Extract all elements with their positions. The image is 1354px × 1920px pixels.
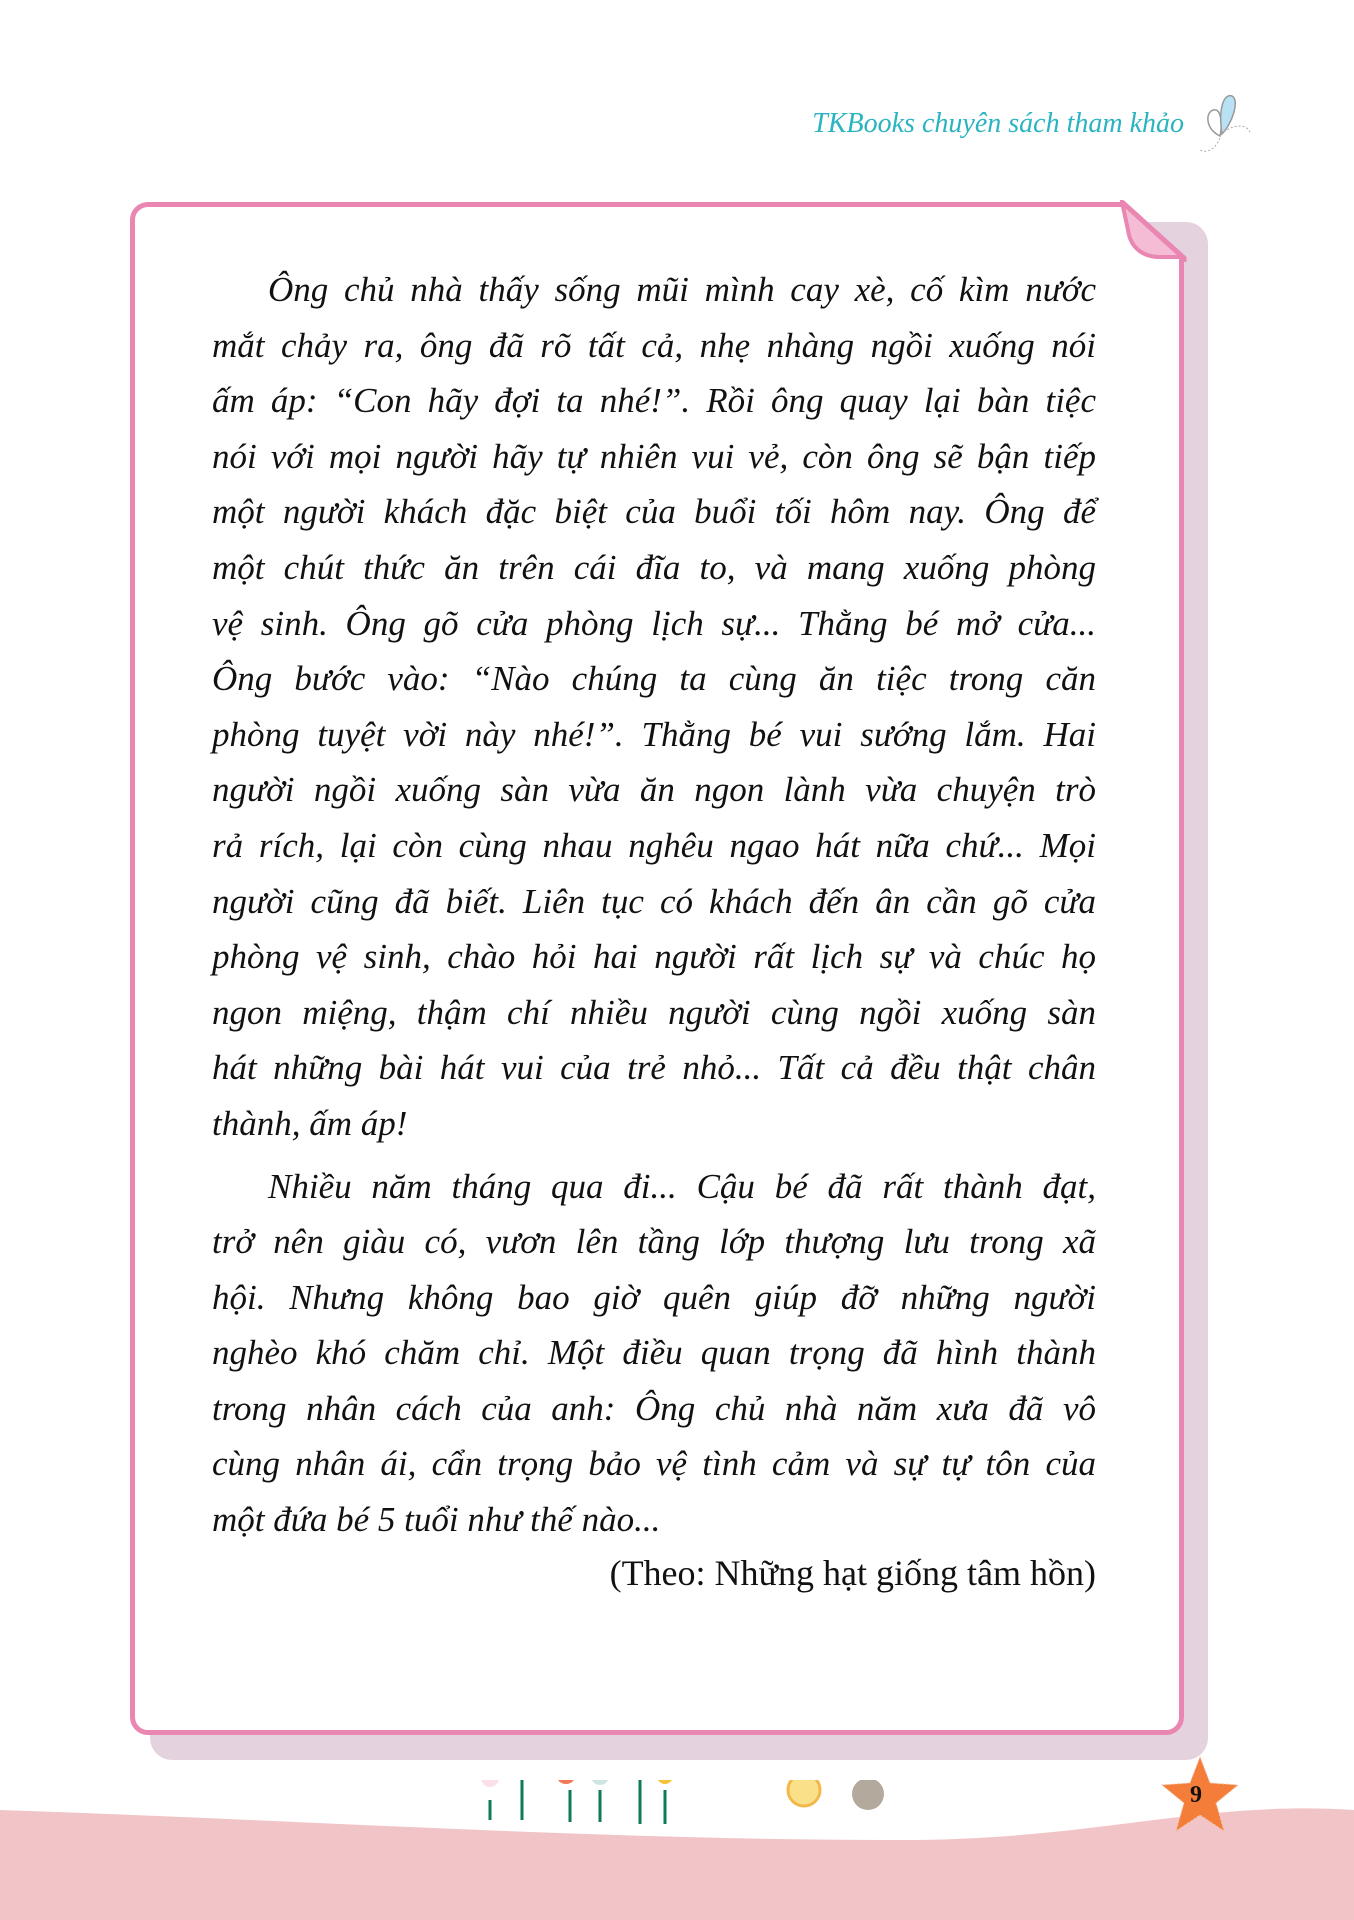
text-line: nghèo khó chăm chỉ. Một điều quan trọng đã hình thành xyxy=(212,1333,1096,1373)
text-line: phòng tuyệt vời này nhé!”. Thằng bé vui sướng lắm. Hai xyxy=(212,714,1096,754)
text-line: trong nhân cách của anh: Ông chủ nhà năm xưa đã vô xyxy=(212,1388,1096,1428)
text-line: người ngồi xuống sàn vừa ăn ngon lành vừa chuyện trò xyxy=(212,770,1096,810)
text-line: phòng vệ sinh, chào hỏi hai người rất lịch sự và chúc họ xyxy=(212,937,1096,977)
text-line: Ông bước vào: “Nào chúng ta cùng ăn tiệc trong căn xyxy=(212,659,1096,699)
text-line: vệ sinh. Ông gõ cửa phòng lịch sự... Thằng bé mở cửa... xyxy=(212,603,1096,643)
text-line: một đứa bé 5 tuổi như thế nào... xyxy=(212,1500,661,1540)
page-number: 9 xyxy=(1190,1782,1202,1808)
header-brand: TKBooks chuyên sách tham khảo xyxy=(812,108,1184,139)
ground-decoration xyxy=(0,1780,1354,1920)
text-line: hội. Nhưng không bao giờ quên giúp đỡ những người xyxy=(212,1277,1096,1317)
text-line: một chút thức ăn trên cái đĩa to, và mang xuống phòng xyxy=(212,547,1096,587)
text-line: một người khách đặc biệt của buổi tối hôm nay. Ông để xyxy=(212,492,1096,532)
text-line: cùng nhân ái, cẩn trọng bảo vệ tình cảm và sự tự tôn của xyxy=(212,1444,1096,1484)
text-line: người cũng đã biết. Liên tục có khách đến ân cần gõ cửa xyxy=(212,881,1096,921)
paragraph-2 xyxy=(212,1159,1096,1548)
text-line: trở nên giàu có, vươn lên tầng lớp thượng lưu trong xã xyxy=(212,1222,1096,1262)
text-line: ngon miệng, thậm chí nhiều người cùng ngồi xuống sàn xyxy=(212,992,1096,1032)
text-line: nói với mọi người hãy tự nhiên vui vẻ, còn ông sẽ bận tiếp xyxy=(212,436,1096,476)
text-line: mắt chảy ra, ông đã rõ tất cả, nhẹ nhàng ngồi xuống nói xyxy=(212,325,1096,365)
text-line: ấm áp: “Con hãy đợi ta nhé!”. Rồi ông quay lại bàn tiệc xyxy=(212,381,1096,421)
text-line: rả rích, lại còn cùng nhau nghêu ngao hát nữa chứ... Mọi xyxy=(212,825,1096,865)
flowers-icon xyxy=(481,1780,673,1824)
text-line: hát những bài hát vui của trẻ nhỏ... Tất cả đều thật chân xyxy=(212,1048,1096,1088)
animals-icon xyxy=(788,1780,884,1810)
text-line: Ông chủ nhà thấy sống mũi mình cay xè, cố kìm nước xyxy=(268,270,1096,309)
butterfly-icon xyxy=(1198,88,1258,168)
citation: (Theo: Những hạt giống tâm hồn) xyxy=(609,1553,1096,1593)
story-text xyxy=(212,262,1096,1548)
text-line: thành, ấm áp! xyxy=(212,1103,408,1143)
paragraph-1 xyxy=(212,262,1096,1152)
text-line: Nhiều năm tháng qua đi... Cậu bé đã rất thành đạt, xyxy=(268,1166,1096,1206)
folded-corner-icon xyxy=(1120,200,1190,262)
